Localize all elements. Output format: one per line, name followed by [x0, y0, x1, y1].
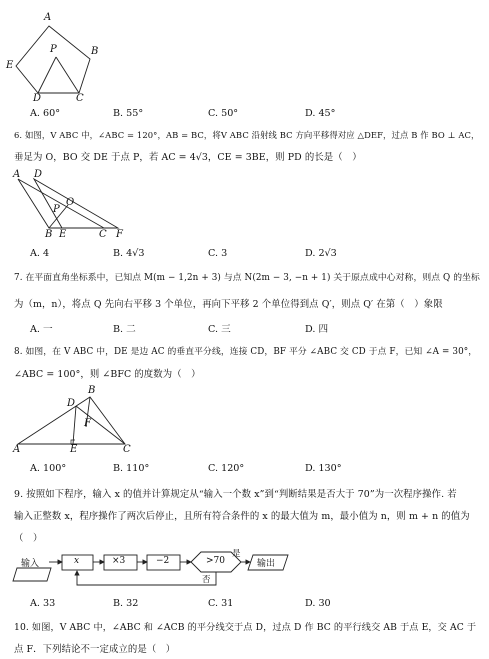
- q6-label-e: E: [59, 229, 67, 240]
- fig1-label-a: A: [44, 12, 52, 23]
- q6-option-a[interactable]: A. 4: [30, 248, 50, 259]
- q6-label-d: D: [34, 169, 43, 180]
- q6-label-p: P: [53, 204, 60, 215]
- flow-output-label: 输出: [257, 559, 276, 569]
- q7-option-c[interactable]: C. 三: [208, 324, 231, 335]
- q6-option-c[interactable]: C. 3: [208, 248, 228, 259]
- q8-label-a: A: [13, 444, 21, 455]
- flow-x-label: x: [74, 556, 80, 566]
- q5-option-d[interactable]: D. 45°: [305, 108, 336, 119]
- q6-label-b: B: [45, 229, 53, 240]
- q7-stem-line1: 7. 在平面直角坐标系中，已知点 M(m − 1,2n + 3) 与点 N(2m − 3, −n + 1) 关于原点成中心对称，则点 Q 的坐标: [14, 273, 480, 283]
- q7-stem-line2: 为（m，n），将点 Q 先向右平移 3 个单位，再向下平移 2 个单位得到点 Q′，则点 Q′ 在第（ ）象限: [14, 299, 443, 310]
- flow-yes-label: 是: [232, 549, 241, 559]
- fig1-label-d: D: [33, 93, 42, 104]
- q6-label-c: C: [99, 229, 107, 240]
- q9-option-d[interactable]: D. 30: [305, 598, 331, 609]
- q5-option-a[interactable]: A. 60°: [30, 108, 61, 119]
- q8-stem-line1: 8. 如图，在 V ABC 中，DE 是边 AC 的垂直平分线，连接 CD，BF 平分 ∠ABC 交 CD 于点 F，已知 ∠A = 30°，: [14, 347, 478, 357]
- fig1-label-e: E: [6, 60, 14, 71]
- flow-input-label: 输入: [21, 559, 40, 569]
- q7-option-a[interactable]: A. 一: [30, 324, 53, 335]
- flow-times3-label: ×3: [112, 556, 126, 566]
- q9-option-c[interactable]: C. 31: [208, 598, 234, 609]
- q6-stem-line2: 垂足为 O，BO 交 DE 于点 P，若 AC = 4√3，CE = 3BE，则 PD 的长是（ ）: [14, 152, 362, 163]
- q8-label-f: F: [84, 418, 91, 429]
- flow-gt70-label: >70: [206, 556, 225, 566]
- q8-option-b[interactable]: B. 110°: [113, 463, 150, 474]
- q6-label-f: F: [116, 229, 123, 240]
- q10-stem-line2: 点 F．下列结论不一定成立的是（ ）: [14, 644, 176, 655]
- flow-input-box: [13, 568, 51, 581]
- q9-stem-line2: 输入正整数 x，程序操作了两次后停止，且所有符合条件的 x 的最大值为 m，最小值为 n，则 m + n 的值为: [14, 511, 470, 522]
- q8-label-c: C: [123, 444, 131, 455]
- q6-option-b[interactable]: B. 4√3: [113, 248, 145, 259]
- q9-option-a[interactable]: A. 33: [30, 598, 56, 609]
- q6-option-d[interactable]: D. 2√3: [305, 248, 337, 259]
- q10-stem-line1: 10. 如图，V ABC 中，∠ABC 和 ∠ACB 的平分线交于点 D，过点 D 作 BC 的平行线交 AB 于点 E，交 AC 于: [14, 622, 477, 633]
- q5-option-c[interactable]: C. 50°: [208, 108, 239, 119]
- flow-minus2-label: −2: [156, 556, 170, 566]
- q9-stem-line1: 9. 按照如下程序，输入 x 的值并计算规定从“输入一个数 x”到“判断结果是否大于 70”为一次程序操作. 若: [14, 489, 457, 500]
- fig1-label-c: C: [76, 93, 84, 104]
- q7-option-b[interactable]: B. 二: [113, 324, 136, 335]
- fig1-label-b: B: [91, 46, 99, 57]
- q8-stem-line2: ∠ABC = 100°，则 ∠BFC 的度数为（ ）: [14, 369, 201, 380]
- q8-label-e: E: [70, 444, 78, 455]
- q7-option-d[interactable]: D. 四: [305, 324, 329, 335]
- q6-label-a: A: [13, 169, 21, 180]
- q9-option-b[interactable]: B. 32: [113, 598, 139, 609]
- q5-option-b[interactable]: B. 55°: [113, 108, 144, 119]
- q8-label-b: B: [88, 385, 96, 396]
- q6-label-o: O: [66, 197, 75, 208]
- q6-stem-line1: 6. 如图，V ABC 中，∠ABC = 120°，AB = BC，将V ABC 沿射线 BC 方向平移得对应 △DEF，过点 B 作 BO ⊥ AC，: [14, 130, 480, 140]
- q8-option-d[interactable]: D. 130°: [305, 463, 342, 474]
- q9-stem-line3: （ ）: [14, 533, 43, 544]
- fig1-label-p: P: [50, 44, 57, 55]
- q8-option-c[interactable]: C. 120°: [208, 463, 245, 474]
- q8-option-a[interactable]: A. 100°: [30, 463, 67, 474]
- q8-label-d: D: [67, 398, 76, 409]
- flow-no-label: 否: [202, 575, 211, 585]
